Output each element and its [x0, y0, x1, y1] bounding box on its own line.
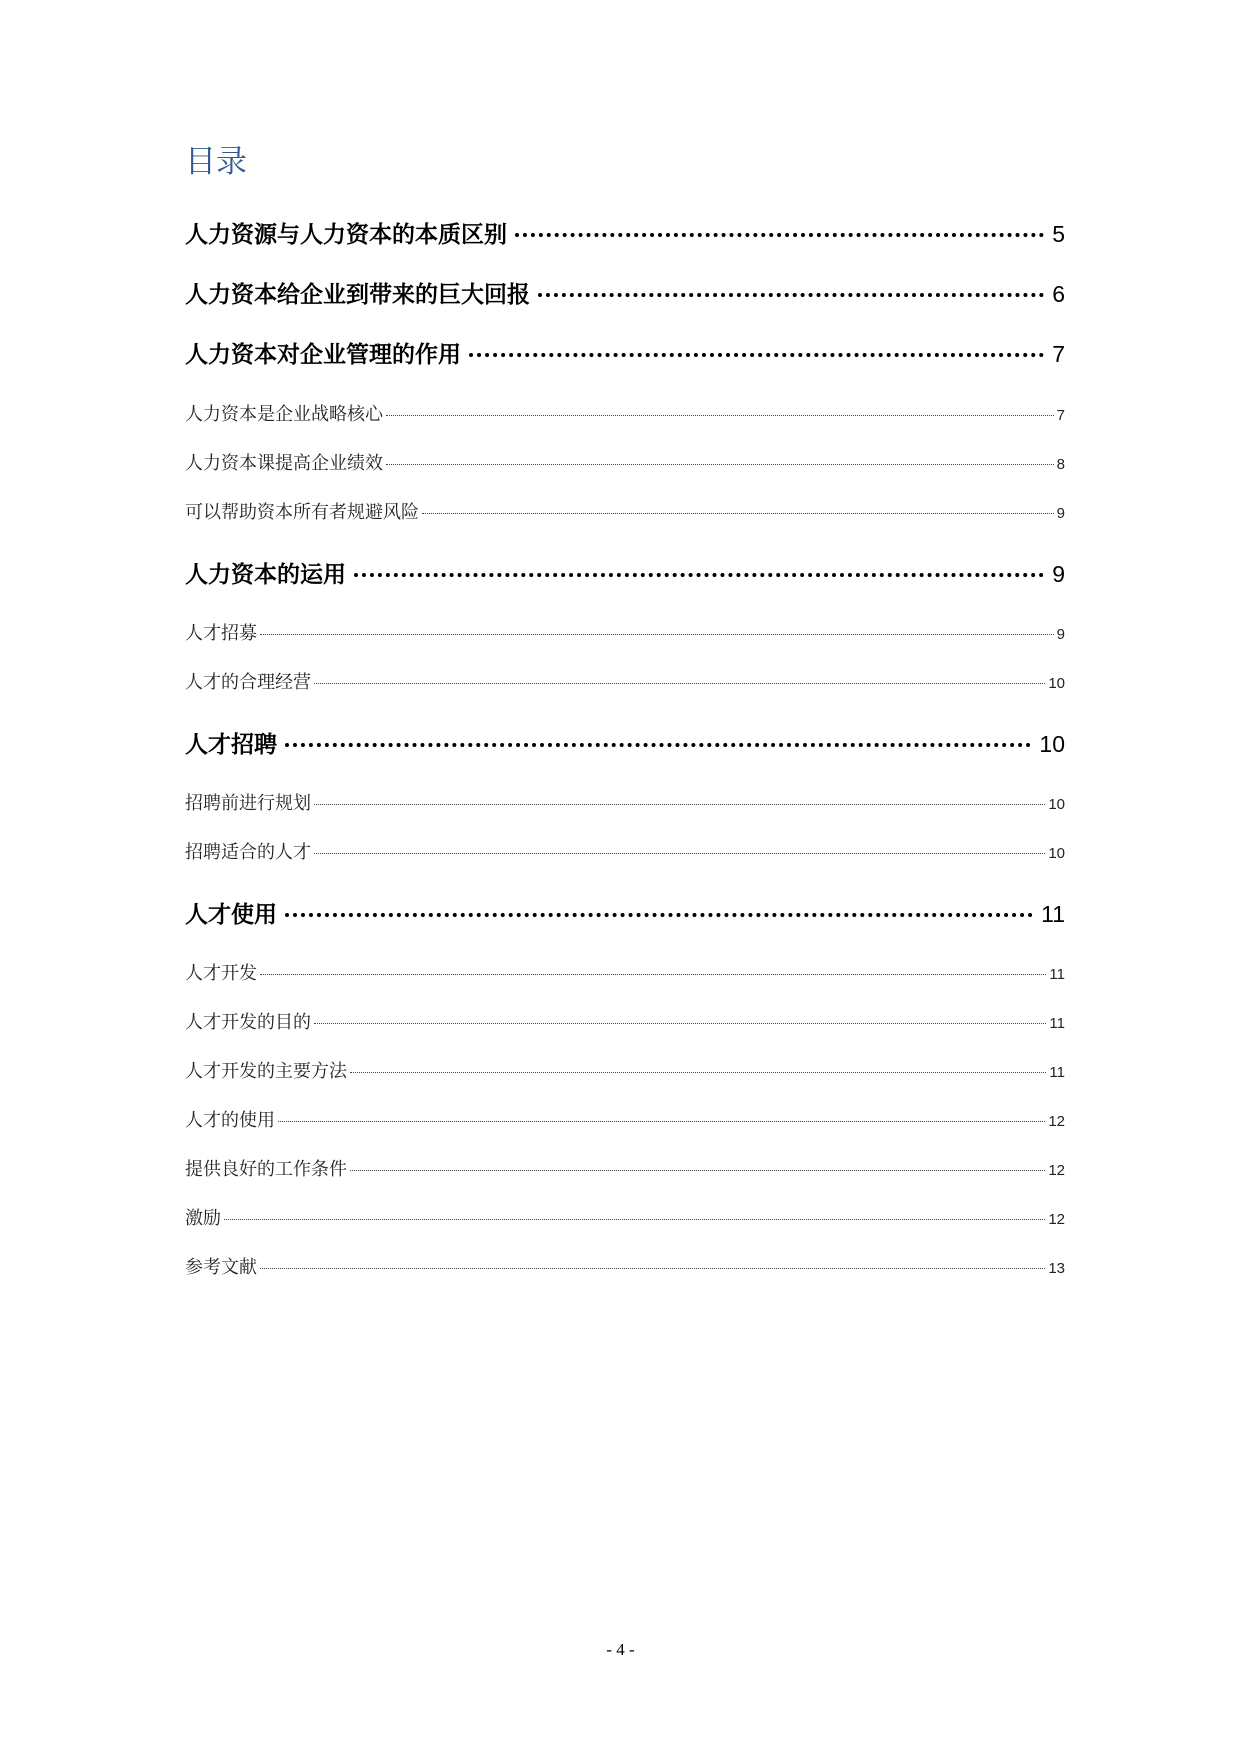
- toc-entry-page: 9: [1056, 626, 1065, 643]
- toc-entry-page: 11: [1041, 901, 1065, 927]
- dot-leader: [260, 1268, 1045, 1269]
- toc-entry-page: 7: [1052, 341, 1065, 367]
- toc-entry-label: 参考文献: [185, 1257, 257, 1278]
- toc-entry-label: 人才招募: [185, 623, 257, 644]
- toc-entry-label: 人力资本对企业管理的作用: [185, 342, 461, 368]
- toc-entry-page: 9: [1056, 505, 1065, 522]
- toc-entry[interactable]: [185, 1255, 1065, 1281]
- toc-entry-page: 10: [1048, 796, 1065, 813]
- toc-entry-label: 人力资本是企业战略核心: [185, 404, 383, 425]
- toc-entry[interactable]: [185, 961, 1065, 987]
- toc-entry-label: 提供良好的工作条件: [185, 1159, 347, 1180]
- toc-entry-page: 5: [1052, 221, 1065, 247]
- toc-entry-page: 8: [1056, 456, 1065, 473]
- dot-leader: [314, 853, 1045, 854]
- toc-entry-page: 12: [1048, 1113, 1065, 1130]
- toc-entry[interactable]: [185, 1010, 1065, 1036]
- toc-entry-page: 11: [1049, 966, 1065, 983]
- toc-entry-label: 人力资源与人力资本的本质区别: [185, 222, 507, 248]
- toc-entry-page: 13: [1048, 1260, 1065, 1277]
- dot-leader: [538, 293, 1044, 297]
- toc-entry-page: 10: [1039, 731, 1065, 757]
- dot-leader: [314, 804, 1045, 805]
- toc-entry-page: 11: [1049, 1064, 1065, 1081]
- toc-entry-label: 人才开发的目的: [185, 1012, 311, 1033]
- dot-leader: [285, 913, 1033, 917]
- toc-entry-label: 人力资本的运用: [185, 562, 346, 588]
- toc-entry[interactable]: [185, 218, 1065, 250]
- dot-leader: [285, 743, 1031, 747]
- toc-entry[interactable]: [185, 451, 1065, 477]
- toc-entry[interactable]: [185, 338, 1065, 370]
- toc-entry-page: 12: [1048, 1211, 1065, 1228]
- dot-leader: [314, 683, 1045, 684]
- dot-leader: [386, 464, 1054, 465]
- toc-entry-label: 人才的使用: [185, 1110, 275, 1131]
- toc-entry[interactable]: [185, 1206, 1065, 1232]
- toc-entry-label: 可以帮助资本所有者规避风险: [185, 502, 419, 523]
- toc-entry-label: 人才招聘: [185, 732, 277, 758]
- toc-entry[interactable]: [185, 1108, 1065, 1134]
- dot-leader: [260, 974, 1046, 975]
- toc-entry-label: 招聘前进行规划: [185, 793, 311, 814]
- dot-leader: [422, 513, 1054, 514]
- toc-entry-page: 10: [1048, 675, 1065, 692]
- page-number: - 4 -: [606, 1640, 635, 1659]
- dot-leader: [350, 1072, 1046, 1073]
- dot-leader: [260, 634, 1054, 635]
- toc-entry[interactable]: [185, 500, 1065, 526]
- toc-entry[interactable]: [185, 670, 1065, 696]
- dot-leader: [354, 573, 1044, 577]
- toc-title: 目录: [185, 144, 247, 180]
- toc-entry[interactable]: [185, 840, 1065, 866]
- toc-entry[interactable]: [185, 898, 1065, 930]
- dot-leader: [224, 1219, 1045, 1220]
- toc-entry-label: 人力资本课提高企业绩效: [185, 453, 383, 474]
- toc-entry[interactable]: [185, 278, 1065, 310]
- toc-entry[interactable]: [185, 728, 1065, 760]
- toc-entry-label: 人才开发: [185, 963, 257, 984]
- toc-entry[interactable]: [185, 1157, 1065, 1183]
- dot-leader: [278, 1121, 1045, 1122]
- dot-leader: [350, 1170, 1045, 1171]
- toc-entry-label: 激励: [185, 1208, 221, 1229]
- dot-leader: [515, 233, 1044, 237]
- toc-entry-page: 7: [1056, 407, 1065, 424]
- toc-entry[interactable]: [185, 791, 1065, 817]
- toc-entry-page: 9: [1052, 561, 1065, 587]
- toc-entry-label: 人才的合理经营: [185, 672, 311, 693]
- toc-entry[interactable]: [185, 1059, 1065, 1085]
- toc-entry-page: 6: [1052, 281, 1065, 307]
- toc-entry[interactable]: [185, 558, 1065, 590]
- toc-entry[interactable]: [185, 402, 1065, 428]
- toc-entry-page: 11: [1049, 1015, 1065, 1032]
- dot-leader: [314, 1023, 1046, 1024]
- dot-leader: [469, 353, 1044, 357]
- toc-entry-label: 招聘适合的人才: [185, 842, 311, 863]
- toc-entry[interactable]: [185, 621, 1065, 647]
- toc-entry-page: 12: [1048, 1162, 1065, 1179]
- toc-entry-page: 10: [1048, 845, 1065, 862]
- toc-entry-label: 人才开发的主要方法: [185, 1061, 347, 1082]
- toc-entry-label: 人才使用: [185, 902, 277, 928]
- dot-leader: [386, 415, 1054, 416]
- toc-entry-label: 人力资本给企业到带来的巨大回报: [185, 282, 530, 308]
